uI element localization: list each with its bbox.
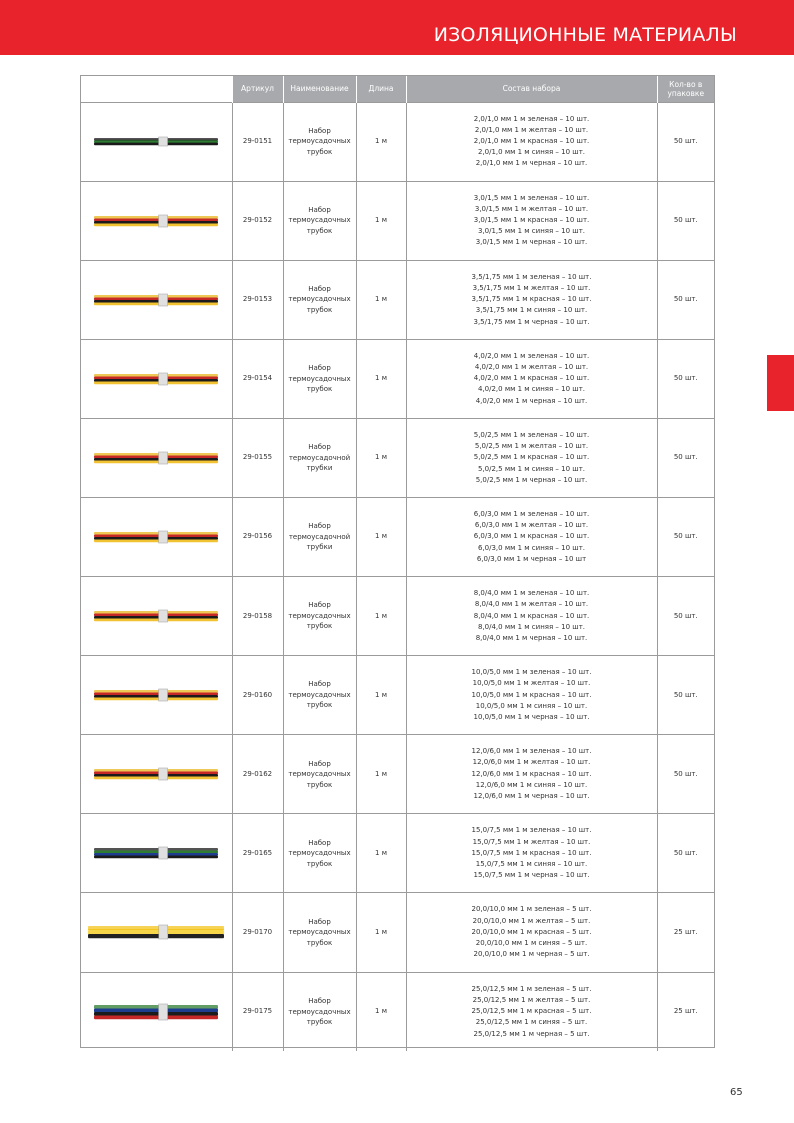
table-row — [81, 972, 714, 1051]
table-row — [81, 814, 714, 893]
name-cell: Набор термоусадочных трубок — [283, 735, 356, 814]
name-cell: Набор термоусадочных трубок — [283, 339, 356, 418]
set-line: 10,0/5,0 мм 1 м зеленая – 10 шт. — [471, 668, 592, 677]
article-cell: 29-0170 — [232, 893, 283, 972]
product-image-cell — [81, 497, 232, 576]
set-line: 8,0/4,0 мм 1 м зеленая – 10 шт. — [473, 589, 590, 598]
qty-cell: 50 шт. — [657, 814, 714, 893]
product-image-cell — [81, 577, 232, 656]
product-image-cell — [81, 972, 232, 1051]
set-line: 6,0/3,0 мм 1 м желтая – 10 шт. — [474, 521, 589, 530]
product-image-cell — [81, 814, 232, 893]
article-cell: 29-0154 — [232, 339, 283, 418]
set-cell — [406, 181, 657, 260]
length-cell: 1 м — [356, 735, 406, 814]
set-line: 8,0/4,0 мм 1 м желтая – 10 шт. — [474, 600, 589, 609]
length-cell: 1 м — [356, 577, 406, 656]
name-cell: Набор термоусадочных трубок — [283, 656, 356, 735]
article-cell: 29-0152 — [232, 181, 283, 260]
product-image-cell — [81, 339, 232, 418]
set-cell — [406, 814, 657, 893]
set-line: 15,0/7,5 мм 1 м черная – 10 шт. — [473, 871, 590, 880]
set-line: 4,0/2,0 мм 1 м синяя – 10 шт. — [477, 385, 585, 394]
qty-cell: 50 шт. — [657, 260, 714, 339]
table-row — [81, 102, 714, 181]
length-cell: 1 м — [356, 102, 406, 181]
set-line: 12,0/6,0 мм 1 м черная – 10 шт. — [473, 792, 590, 801]
qty-cell: 25 шт. — [657, 972, 714, 1051]
article-cell: 29-0153 — [232, 260, 283, 339]
tube-pack-icon — [92, 372, 220, 386]
set-line: 5,0/2,5 мм 1 м синяя – 10 шт. — [477, 464, 585, 473]
set-cell — [406, 102, 657, 181]
set-cell — [406, 656, 657, 735]
set-line: 3,5/1,75 мм 1 м красная – 10 шт. — [471, 295, 592, 304]
product-image-cell — [81, 735, 232, 814]
table-row — [81, 339, 714, 418]
set-line: 10,0/5,0 мм 1 м черная – 10 шт. — [473, 713, 590, 721]
tube-pack-icon — [92, 609, 220, 623]
page-number: 65 — [730, 1087, 743, 1098]
set-line: 15,0/7,5 мм 1 м синяя – 10 шт. — [475, 859, 588, 868]
product-image-cell — [81, 656, 232, 735]
name-cell: Набор термоусадочной трубки — [283, 497, 356, 576]
article-cell: 29-0151 — [232, 102, 283, 181]
table-row — [81, 418, 714, 497]
set-line: 2,0/1,0 мм 1 м желтая – 10 шт. — [474, 125, 589, 134]
table-row — [81, 893, 714, 972]
set-line: 2,0/1,0 мм 1 м красная – 10 шт. — [473, 136, 590, 145]
table-row — [81, 656, 714, 735]
name-cell: Набор термоусадочных трубок — [283, 181, 356, 260]
qty-cell: 50 шт. — [657, 577, 714, 656]
product-image-cell — [81, 260, 232, 339]
header-image-blank — [81, 76, 232, 102]
set-line: 6,0/3,0 мм 1 м черная – 10 шт — [476, 554, 587, 563]
header-name: Наименование — [283, 76, 356, 102]
set-line: 2,0/1,0 мм 1 м зеленая – 10 шт. — [473, 114, 590, 123]
tube-pack-icon — [92, 767, 220, 781]
qty-cell: 50 шт. — [657, 656, 714, 735]
table-row — [81, 497, 714, 576]
set-line: 15,0/7,5 мм 1 м зеленая – 10 шт. — [471, 826, 592, 835]
set-cell — [406, 339, 657, 418]
header-length: Длина — [356, 76, 406, 102]
length-cell: 1 м — [356, 260, 406, 339]
tube-pack-dark-icon — [92, 846, 220, 860]
set-line: 4,0/2,0 мм 1 м красная – 10 шт. — [473, 374, 590, 383]
header-set: Состав набора — [406, 76, 657, 102]
name-cell: Набор термоусадочных трубок — [283, 577, 356, 656]
set-line: 4,0/2,0 мм 1 м желтая – 10 шт. — [474, 363, 589, 372]
article-cell: 29-0160 — [232, 656, 283, 735]
side-tab — [767, 355, 794, 411]
tube-pack-icon — [92, 293, 220, 307]
product-table — [81, 76, 714, 1051]
set-line: 3,0/1,5 мм 1 м зеленая – 10 шт. — [473, 193, 590, 202]
length-cell: 1 м — [356, 418, 406, 497]
set-line: 12,0/6,0 мм 1 м красная – 10 шт. — [471, 769, 592, 778]
table-row — [81, 577, 714, 656]
table-row — [81, 181, 714, 260]
qty-cell: 50 шт. — [657, 418, 714, 497]
table-header-row — [81, 76, 714, 102]
length-cell: 1 м — [356, 972, 406, 1051]
tube-pack-wide-yellow-icon — [86, 924, 226, 940]
set-line: 20,0/10,0 мм 1 м красная – 5 шт. — [471, 927, 592, 936]
set-cell — [406, 260, 657, 339]
set-line: 12,0/6,0 мм 1 м синяя – 10 шт. — [475, 780, 588, 789]
set-line: 8,0/4,0 мм 1 м красная – 10 шт. — [473, 611, 590, 620]
set-line: 5,0/2,5 мм 1 м черная – 10 шт. — [475, 475, 588, 484]
set-line: 3,0/1,5 мм 1 м черная – 10 шт. — [475, 238, 588, 247]
set-line: 20,0/10,0 мм 1 м желтая – 5 шт. — [472, 916, 591, 925]
length-cell: 1 м — [356, 893, 406, 972]
name-cell: Набор термоусадочных трубок — [283, 814, 356, 893]
length-cell: 1 м — [356, 181, 406, 260]
header-article: Артикул — [232, 76, 283, 102]
article-cell: 29-0155 — [232, 418, 283, 497]
set-cell — [406, 735, 657, 814]
set-cell — [406, 893, 657, 972]
product-image-cell — [81, 181, 232, 260]
set-line: 4,0/2,0 мм 1 м зеленая – 10 шт. — [473, 351, 590, 360]
tube-pack-icon — [92, 688, 220, 702]
set-line: 8,0/4,0 мм 1 м черная – 10 шт. — [475, 633, 588, 642]
length-cell: 1 м — [356, 339, 406, 418]
article-cell: 29-0156 — [232, 497, 283, 576]
set-cell — [406, 972, 657, 1051]
set-line: 6,0/3,0 мм 1 м зеленая – 10 шт. — [473, 510, 590, 518]
set-line: 25,0/12,5 мм 1 м синяя – 5 шт. — [475, 1018, 588, 1027]
article-cell: 29-0162 — [232, 735, 283, 814]
set-line: 6,0/3,0 мм 1 м красная – 10 шт. — [473, 532, 590, 541]
table-row — [81, 735, 714, 814]
tube-pack-wide-dark-icon — [92, 1003, 220, 1021]
table-row — [81, 260, 714, 339]
product-image-cell — [81, 102, 232, 181]
set-line: 5,0/2,5 мм 1 м зеленая – 10 шт. — [473, 430, 590, 439]
name-cell: Набор термоусадочных трубок — [283, 260, 356, 339]
qty-cell: 50 шт. — [657, 102, 714, 181]
set-line: 3,0/1,5 мм 1 м синяя – 10 шт. — [477, 227, 585, 236]
set-line: 4,0/2,0 мм 1 м черная – 10 шт. — [475, 396, 588, 405]
set-line: 3,5/1,75 мм 1 м синяя – 10 шт. — [475, 306, 588, 315]
header-qty: Кол-во в упаковке — [657, 76, 714, 102]
set-line: 12,0/6,0 мм 1 м желтая – 10 шт. — [472, 758, 591, 767]
tube-pack-icon — [92, 451, 220, 465]
set-line: 25,0/12,5 мм 1 м красная – 5 шт. — [471, 1007, 592, 1016]
qty-cell: 50 шт. — [657, 339, 714, 418]
name-cell: Набор термоусадочной трубки — [283, 418, 356, 497]
set-line: 2,0/1,0 мм 1 м синяя – 10 шт. — [477, 148, 585, 157]
tube-pack-icon — [92, 214, 220, 228]
product-image-cell — [81, 418, 232, 497]
set-line: 3,0/1,5 мм 1 м красная – 10 шт. — [473, 216, 590, 225]
set-line: 3,5/1,75 мм 1 м желтая – 10 шт. — [472, 283, 591, 292]
set-line: 3,0/1,5 мм 1 м желтая – 10 шт. — [474, 204, 589, 213]
article-cell: 29-0158 — [232, 577, 283, 656]
qty-cell: 50 шт. — [657, 735, 714, 814]
set-line: 2,0/1,0 мм 1 м черная – 10 шт. — [475, 159, 588, 168]
product-table-wrap — [80, 75, 715, 1048]
set-line: 12,0/6,0 мм 1 м зеленая – 10 шт. — [471, 747, 592, 756]
qty-cell: 50 шт. — [657, 497, 714, 576]
page-title: ИЗОЛЯЦИОННЫЕ МАТЕРИАЛЫ — [433, 24, 737, 46]
set-line: 5,0/2,5 мм 1 м желтая – 10 шт. — [474, 442, 589, 451]
set-cell — [406, 497, 657, 576]
set-line: 20,0/10,0 мм 1 м зеленая – 5 шт. — [471, 905, 592, 914]
set-cell — [406, 577, 657, 656]
set-line: 15,0/7,5 мм 1 м красная – 10 шт. — [471, 848, 592, 857]
name-cell: Набор термоусадочных трубок — [283, 972, 356, 1051]
set-line: 8,0/4,0 мм 1 м синяя – 10 шт. — [477, 622, 585, 631]
name-cell: Набор термоусадочных трубок — [283, 102, 356, 181]
set-line: 3,5/1,75 мм 1 м черная – 10 шт. — [473, 317, 590, 326]
set-line: 25,0/12,5 мм 1 м зеленая – 5 шт. — [471, 984, 592, 993]
set-line: 3,5/1,75 мм 1 м зеленая – 10 шт. — [471, 272, 592, 281]
set-line: 15,0/7,5 мм 1 м желтая – 10 шт. — [472, 837, 591, 846]
set-line: 10,0/5,0 мм 1 м красная – 10 шт. — [471, 690, 592, 699]
article-cell: 29-0165 — [232, 814, 283, 893]
set-line: 20,0/10,0 мм 1 м черная – 5 шт. — [473, 950, 590, 959]
set-line: 25,0/12,5 мм 1 м черная – 5 шт. — [473, 1029, 590, 1038]
set-line: 10,0/5,0 мм 1 м синяя – 10 шт. — [475, 701, 588, 710]
set-cell — [406, 418, 657, 497]
name-cell: Набор термоусадочных трубок — [283, 893, 356, 972]
set-line: 5,0/2,5 мм 1 м красная – 10 шт. — [473, 453, 590, 462]
product-image-cell — [81, 893, 232, 972]
article-cell: 29-0175 — [232, 972, 283, 1051]
length-cell: 1 м — [356, 656, 406, 735]
length-cell: 1 м — [356, 497, 406, 576]
set-line: 25,0/12,5 мм 1 м желтая – 5 шт. — [472, 996, 591, 1005]
set-line: 6,0/3,0 мм 1 м синяя – 10 шт. — [477, 543, 585, 552]
length-cell: 1 м — [356, 814, 406, 893]
qty-cell: 25 шт. — [657, 893, 714, 972]
qty-cell: 50 шт. — [657, 181, 714, 260]
tube-pack-thin-icon — [92, 136, 220, 147]
set-line: 20,0/10,0 мм 1 м синяя – 5 шт. — [475, 939, 588, 948]
set-line: 10,0/5,0 мм 1 м желтая – 10 шт. — [472, 679, 591, 688]
tube-pack-icon — [92, 530, 220, 544]
